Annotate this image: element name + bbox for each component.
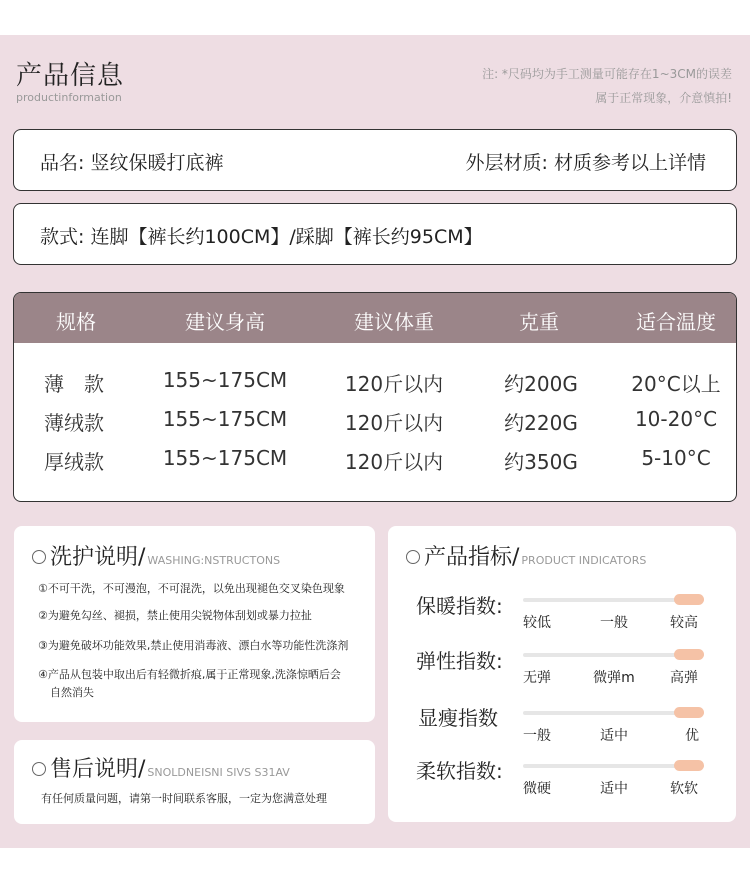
care-subtitle: WASHING:NSTRUCTONS — [147, 554, 281, 567]
care-heading — [32, 540, 280, 571]
care-item: ②为避免勾丝、褪损，禁止使用尖锐物体刮划或暴力拉扯 — [38, 609, 312, 622]
indicator-track — [523, 711, 704, 715]
indicator-tick: 优 — [685, 728, 699, 744]
cell-height: 155~175CM — [162, 446, 288, 470]
indicator-tick: 较低 — [523, 615, 551, 631]
care-card — [14, 526, 375, 722]
cell-spec: 薄 款 — [44, 372, 104, 396]
indicator-tick: 较高 — [670, 615, 698, 631]
indicator-tick: 软软 — [670, 781, 698, 797]
aftersale-card — [14, 740, 375, 824]
cell-temp: 20°C以上 — [631, 372, 721, 396]
care-item: ③为避免破坏功能效果,禁止使用消毒液、漂白水等功能性洗涤剂 — [38, 639, 349, 652]
care-item: ①不可干洗，不可漫泡，不可混洗，以免出现褪色交叉染色现象 — [38, 582, 345, 595]
indicator-track — [523, 653, 704, 657]
aftersale-text: 有任何质量问题，请第一时间联系客服，一定为您满意处理 — [41, 792, 327, 805]
circle-icon — [32, 762, 46, 776]
aftersale-heading — [32, 752, 290, 783]
indicators-subtitle: PRODUCT INDICATORS — [521, 554, 647, 567]
cell-spec: 薄绒款 — [44, 411, 104, 435]
indicator-tick: 微硬 — [523, 781, 551, 797]
cell-weight: 120斤以内 — [344, 450, 444, 474]
col-header-weight: 建议体重 — [354, 310, 434, 334]
indicator-tick: 微弹m — [593, 670, 635, 686]
table-header — [14, 293, 736, 343]
indicator-tick: 适中 — [600, 781, 628, 797]
cell-gram: 约350G — [504, 450, 578, 474]
size-note-line-2: 属于正常现象，介意慎拍! — [595, 91, 732, 105]
product-name: 品名: 竖纹保暖打底裤 — [40, 152, 224, 174]
indicator-label: 显瘦指数 — [418, 706, 498, 730]
size-note — [482, 62, 732, 110]
indicators-title: 产品指标/ — [424, 545, 520, 570]
cell-gram: 约200G — [504, 372, 578, 396]
indicator-track — [523, 764, 704, 768]
cell-height: 155~175CM — [162, 368, 288, 392]
name-material-box — [13, 129, 737, 191]
col-header-temp: 适合温度 — [636, 310, 716, 334]
care-title: 洗护说明/ — [50, 545, 146, 570]
indicator-tick: 一般 — [523, 728, 551, 744]
indicator-label: 弹性指数: — [416, 649, 503, 673]
circle-icon — [406, 550, 420, 564]
cell-gram: 约220G — [504, 411, 578, 435]
indicator-tick: 高弹 — [670, 670, 698, 686]
aftersale-subtitle: SNOLDNEISNI SIVS S31AV — [147, 766, 290, 779]
size-note-line-1: 注: *尺码均为手工测量可能存在1~3CM的误差 — [482, 67, 732, 81]
care-item: ④产品从包装中取出后有轻微折痕,属于正常现象,洗涤惊晒后会 — [38, 668, 341, 681]
product-material: 外层材质: 材质参考以上详情 — [465, 152, 706, 174]
cell-weight: 120斤以内 — [344, 372, 444, 396]
indicator-tick: 无弹 — [523, 670, 551, 686]
cell-temp: 10-20°C — [634, 407, 718, 431]
indicator-track — [523, 598, 704, 602]
indicator-knob — [674, 707, 704, 718]
product-style: 款式: 连脚【裤长约100CM】/踩脚【裤长约95CM】 — [40, 226, 483, 248]
col-header-spec: 规格 — [56, 310, 96, 334]
cell-spec: 厚绒款 — [44, 450, 104, 474]
indicators-card — [388, 526, 736, 822]
indicator-label: 柔软指数: — [416, 759, 503, 783]
indicators-heading — [406, 540, 646, 571]
circle-icon — [32, 550, 46, 564]
indicator-tick: 适中 — [600, 728, 628, 744]
size-table — [13, 292, 737, 502]
indicator-label: 保暖指数: — [416, 594, 503, 618]
col-header-gram: 克重 — [519, 310, 559, 334]
product-info-page — [0, 35, 750, 848]
cell-temp: 5-10°C — [641, 446, 711, 470]
page-subtitle: productinformation — [16, 91, 122, 104]
indicator-knob — [674, 649, 704, 660]
cell-height: 155~175CM — [162, 407, 288, 431]
col-header-height: 建议身高 — [185, 310, 265, 334]
page-title: 产品信息 — [16, 61, 125, 91]
style-box — [13, 203, 737, 265]
indicator-knob — [674, 594, 704, 605]
cell-weight: 120斤以内 — [344, 411, 444, 435]
indicator-knob — [674, 760, 704, 771]
indicator-tick: 一般 — [600, 615, 628, 631]
care-item: 自然消失 — [50, 686, 94, 699]
aftersale-title: 售后说明/ — [50, 757, 146, 782]
